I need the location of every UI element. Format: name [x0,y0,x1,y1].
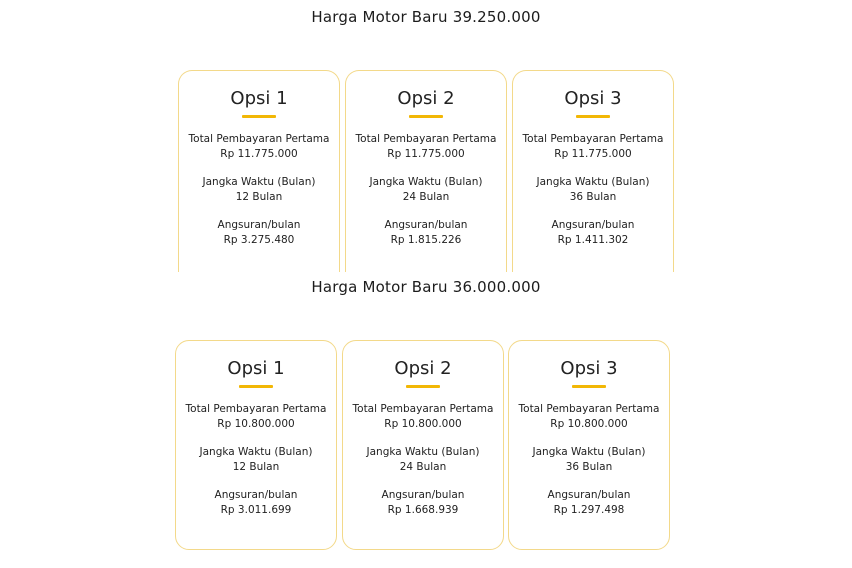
installment-value: Rp 3.011.699 [220,504,292,516]
installment-block [513,218,673,247]
title-underline [572,385,606,388]
installment-label: Angsuran/bulan [384,219,468,231]
option-card-2 [345,70,507,272]
down-payment-label: Total Pembayaran Pertama [522,133,664,145]
installment-value: Rp 1.815.226 [390,234,462,246]
installment-block [509,488,669,517]
tenor-value: 36 Bulan [565,461,613,473]
installment-label: Angsuran/bulan [217,219,301,231]
title-underline [576,115,610,118]
tenor-value: 12 Bulan [235,191,283,203]
tenor-value: 12 Bulan [232,461,280,473]
tenor-label: Jangka Waktu (Bulan) [536,176,650,188]
down-payment-block [513,132,673,161]
down-payment-value: Rp 11.775.000 [220,148,298,160]
section-title: Harga Motor Baru 36.000.000 [311,278,541,296]
down-payment-value: Rp 10.800.000 [217,418,295,430]
tenor-block [346,175,506,204]
installment-block [346,218,506,247]
down-payment-label: Total Pembayaran Pertama [355,133,497,145]
option-card-3 [508,340,670,550]
option-title: Opsi 3 [560,358,618,379]
tenor-block [343,445,503,474]
option-cards [0,70,852,280]
tenor-block [176,445,336,474]
installment-value: Rp 1.297.498 [553,504,625,516]
down-payment-block [179,132,339,161]
option-title: Opsi 1 [227,358,285,379]
tenor-value: 36 Bulan [569,191,617,203]
title-underline [239,385,273,388]
tenor-block [513,175,673,204]
option-card-1 [175,340,337,550]
option-card-2 [342,340,504,550]
down-payment-value: Rp 10.800.000 [384,418,462,430]
installment-label: Angsuran/bulan [547,489,631,501]
down-payment-value: Rp 11.775.000 [387,148,465,160]
tenor-block [179,175,339,204]
option-card-3 [512,70,674,272]
installment-label: Angsuran/bulan [381,489,465,501]
down-payment-value: Rp 11.775.000 [554,148,632,160]
installment-value: Rp 1.411.302 [557,234,629,246]
installment-block [176,488,336,517]
option-card-1 [178,70,340,272]
installment-label: Angsuran/bulan [214,489,298,501]
title-underline [406,385,440,388]
section-title: Harga Motor Baru 39.250.000 [311,8,541,26]
down-payment-label: Total Pembayaran Pertama [352,403,494,415]
installment-block [179,218,339,247]
tenor-value: 24 Bulan [402,191,450,203]
installment-value: Rp 1.668.939 [387,504,459,516]
down-payment-block [509,402,669,431]
option-cards [0,340,852,550]
option-title: Opsi 2 [394,358,452,379]
option-title: Opsi 3 [564,88,622,109]
tenor-value: 24 Bulan [399,461,447,473]
tenor-label: Jangka Waktu (Bulan) [199,446,313,458]
tenor-label: Jangka Waktu (Bulan) [202,176,316,188]
tenor-label: Jangka Waktu (Bulan) [532,446,646,458]
tenor-label: Jangka Waktu (Bulan) [366,446,480,458]
installment-label: Angsuran/bulan [551,219,635,231]
title-underline [409,115,443,118]
tenor-block [509,445,669,474]
down-payment-label: Total Pembayaran Pertama [185,403,327,415]
down-payment-label: Total Pembayaran Pertama [188,133,330,145]
installment-block [343,488,503,517]
down-payment-block [343,402,503,431]
down-payment-block [346,132,506,161]
title-underline [242,115,276,118]
installment-value: Rp 3.275.480 [223,234,295,246]
option-title: Opsi 2 [397,88,455,109]
down-payment-block [176,402,336,431]
down-payment-value: Rp 10.800.000 [550,418,628,430]
down-payment-label: Total Pembayaran Pertama [518,403,660,415]
option-title: Opsi 1 [230,88,288,109]
tenor-label: Jangka Waktu (Bulan) [369,176,483,188]
